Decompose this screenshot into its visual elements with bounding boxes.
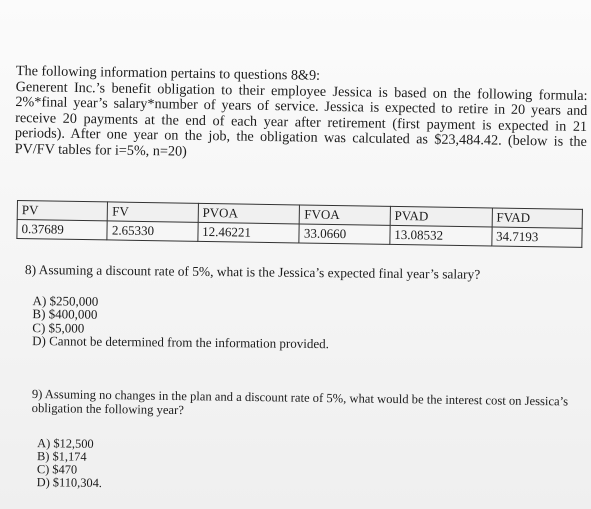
option-b: B) $400,000 <box>32 306 98 322</box>
question-8-text: 8) Assuming a discount rate of 5%, what is the Jessica’s expected final year’s salary? <box>24 262 481 282</box>
table-header-cell: PVAD <box>390 206 492 227</box>
table-cell: 13.08532 <box>390 225 492 246</box>
option-d: D) $110,304. <box>36 475 103 490</box>
question-9-text: 9) Assuming no changes in the plan and a discount rate of 5%, what would be the interest cost on Jessica’s obligation the following year? <box>31 387 569 417</box>
option-b: B) $1,174 <box>36 449 87 464</box>
table-header-cell: FVAD <box>492 208 583 228</box>
option-c: C) $470 <box>36 462 78 477</box>
question-9-options <box>31 437 591 497</box>
intro-heading: The following information pertains to questions 8&9: <box>15 63 321 84</box>
option-c: C) $5,000 <box>32 319 85 336</box>
table-header-cell: FVOA <box>300 205 391 225</box>
question-8 <box>24 263 585 354</box>
table-header-cell: PV <box>17 201 108 221</box>
problem-intro <box>15 64 588 167</box>
table-cell: 34.7193 <box>491 227 582 247</box>
pv-fv-table <box>16 200 583 248</box>
option-d: D) Cannot be determined from the information provided. <box>32 333 330 352</box>
table-cell: 12.46221 <box>198 222 300 243</box>
question-9 <box>31 388 591 497</box>
intro-paragraph: Generent Inc.’s benefit obligation to their employee Jessica is based on the following formula: 2%*final year’s salary*number of years of service. Jessica is expected to retire in 20 years and receive 20 payments at the end of each year after retirement (first payment is expected in 21 periods). After one year on the job, the obligation was calculated as $23,484.42. (below is the PV/FV tables for i=5%, n=20) <box>14 78 588 160</box>
table-header-cell: PVOA <box>198 203 300 224</box>
table-header-cell: FV <box>108 202 199 222</box>
option-a: A) $12,500 <box>37 436 94 451</box>
table-cell: 33.0660 <box>299 224 390 244</box>
table-cell: 0.37689 <box>17 220 108 240</box>
table-cell: 2.65330 <box>107 221 198 241</box>
option-a: A) $250,000 <box>32 292 99 309</box>
question-8-options <box>24 293 585 353</box>
